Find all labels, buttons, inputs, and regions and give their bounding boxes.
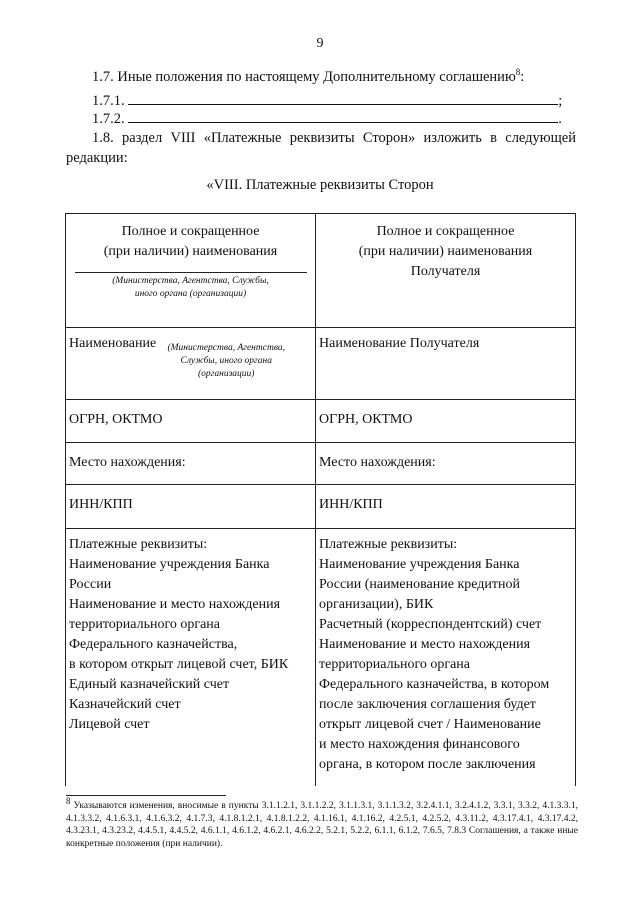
location-right-cell [316, 443, 576, 485]
clause-1-8-line2: редакции: [66, 150, 128, 166]
table-row [66, 400, 576, 443]
page-number: 9 [316, 36, 324, 51]
name-note-line1: (Министерства, Агентства, [167, 343, 285, 353]
payment-left-line: территориального органа [69, 617, 221, 632]
location-left-cell [66, 443, 316, 485]
inn-right-cell [316, 485, 576, 529]
footnote [66, 795, 578, 850]
payment-right-line: и место нахождения финансового [319, 737, 520, 752]
payment-left-line: Федерального казначейства, [69, 637, 238, 652]
section-heading: «VIII. Платежные реквизиты Сторон [206, 177, 434, 193]
table-row [66, 214, 576, 328]
footnote-marker: 8 [66, 795, 71, 806]
name-note-line3: (организации) [198, 369, 255, 379]
payment-left-line: Единый казначейский счет [69, 677, 230, 692]
table-row [66, 328, 576, 400]
payment-left-block [69, 529, 312, 735]
payment-right-line: России (наименование кредитной [319, 577, 521, 592]
header-left-cell [66, 214, 316, 328]
payment-right-line: Платежные реквизиты: [319, 537, 458, 552]
payment-right-line: Расчетный (корреспондентский) счет [319, 617, 542, 632]
clause-1-7-colon: : [520, 69, 525, 85]
ogrn-left: ОГРН, ОКТМО [69, 412, 163, 427]
clause-1-7-2-end: . [558, 111, 562, 127]
location-right: Место нахождения: [319, 455, 436, 470]
payment-details-table [65, 213, 576, 786]
ogrn-right-cell [316, 400, 576, 443]
clause-1-7-text: 1.7. Иные положения по настоящему Дополнительному соглашению [92, 69, 516, 85]
header-right-line3: Получателя [410, 264, 481, 279]
table-row [66, 485, 576, 529]
clause-1-7-intro [92, 68, 602, 86]
payment-right-line: органа, в котором после заключения [319, 757, 536, 772]
payment-right-line: организации), БИК [319, 597, 434, 612]
inn-left-cell [66, 485, 316, 529]
clause-1-7-2 [92, 110, 602, 128]
header-left-note2: иного органа (организации) [134, 289, 247, 299]
header-left-line1: Полное и сокращенное [121, 224, 260, 239]
payment-left-line: России [69, 577, 112, 592]
header-right-line1: Полное и сокращенное [376, 224, 515, 239]
footnote-text: Указываются изменения, вносимые в пункты 3.1.1.2.1, 3.1.1.2.2, 3.1.1.3.1, 3.1.1.3.2, 3.2.4.1.1, 3.2.4.1.2, 3.3.1, 3.3.2, 4.1.3.3.1, 4.1.3.3.2, 4.1.6.3.1, 4.1.6.3.2, 4.1.7.3, 4.1.8.1.2.1, 4.1.8.1.2.2, 4.1.16.1, 4.1.16.2, 4.2.5.1, 4.2.5.2, 4.3.11.2, 4.3.17.4.1, 4.3.17.4.2, 4.3.23.1, 4.3.23.2, 4.4.5.1, 4.4.5.2, 4.6.1.1, 4.6.1.2, 4.6.2.1, 4.6.2.2, 5.2.1, 5.2.2, 6.1.1, 6.1.2, 7.6.5, 7.8.3 Соглашения, а также иные конкретные положения (при наличии). [66, 801, 578, 849]
ogrn-right: ОГРН, ОКТМО [319, 412, 413, 427]
payment-right-block [319, 529, 572, 775]
name-note-line2: Службы, иного органа [180, 356, 272, 366]
header-right-cell [316, 214, 576, 328]
fill-in-line [128, 104, 558, 105]
payment-right-line: территориального органа [319, 657, 471, 672]
clause-1-7-1 [92, 92, 602, 110]
name-note [166, 342, 286, 381]
name-left-cell [66, 328, 316, 400]
name-label: Наименование [69, 336, 157, 351]
payment-left-line: Лицевой счет [69, 717, 150, 732]
name-right-cell [316, 328, 576, 400]
payment-right-line: после заключения соглашения будет [319, 697, 536, 712]
ogrn-left-cell [66, 400, 316, 443]
table-row [66, 443, 576, 485]
payment-left-cell [66, 529, 316, 786]
payment-right-line: открыт лицевой счет / Наименование [319, 717, 541, 732]
table-row [66, 529, 576, 786]
underline [75, 272, 307, 273]
footnote-divider [66, 795, 226, 796]
name-right-label: Наименование Получателя [319, 336, 480, 351]
payment-right-line: Наименование учреждения Банка [319, 557, 520, 572]
clause-1-8-line1: 1.8. раздел VIII «Платежные реквизиты Сторон» изложить в следующей [92, 130, 576, 146]
name-row [69, 328, 312, 381]
location-left: Место нахождения: [69, 455, 186, 470]
clause-1-7-2-label: 1.7.2. [92, 111, 125, 127]
payment-right-line: Наименование и место нахождения [319, 637, 531, 652]
payment-left-line: Наименование учреждения Банка [69, 557, 270, 572]
clause-1-7-1-label: 1.7.1. [92, 93, 125, 109]
footnote-ref: 8 [515, 67, 521, 78]
header-left-line2: (при наличии) наименования [103, 244, 278, 259]
payment-left-line: Казначейский счет [69, 697, 181, 712]
payment-left-line: Платежные реквизиты: [69, 537, 208, 552]
inn-right: ИНН/КПП [319, 497, 383, 512]
payment-left-line: Наименование и место нахождения [69, 597, 281, 612]
header-right-line2: (при наличии) наименования [358, 244, 533, 259]
payment-right-cell [316, 529, 576, 786]
header-left-note1: (Министерства, Агентства, Службы, [112, 276, 269, 286]
payment-right-line: Федерального казначейства, в котором [319, 677, 550, 692]
fill-in-line [128, 122, 558, 123]
payment-left-line: в котором открыт лицевой счет, БИК [69, 657, 289, 672]
inn-left: ИНН/КПП [69, 497, 133, 512]
clause-1-7-1-end: ; [558, 93, 563, 109]
